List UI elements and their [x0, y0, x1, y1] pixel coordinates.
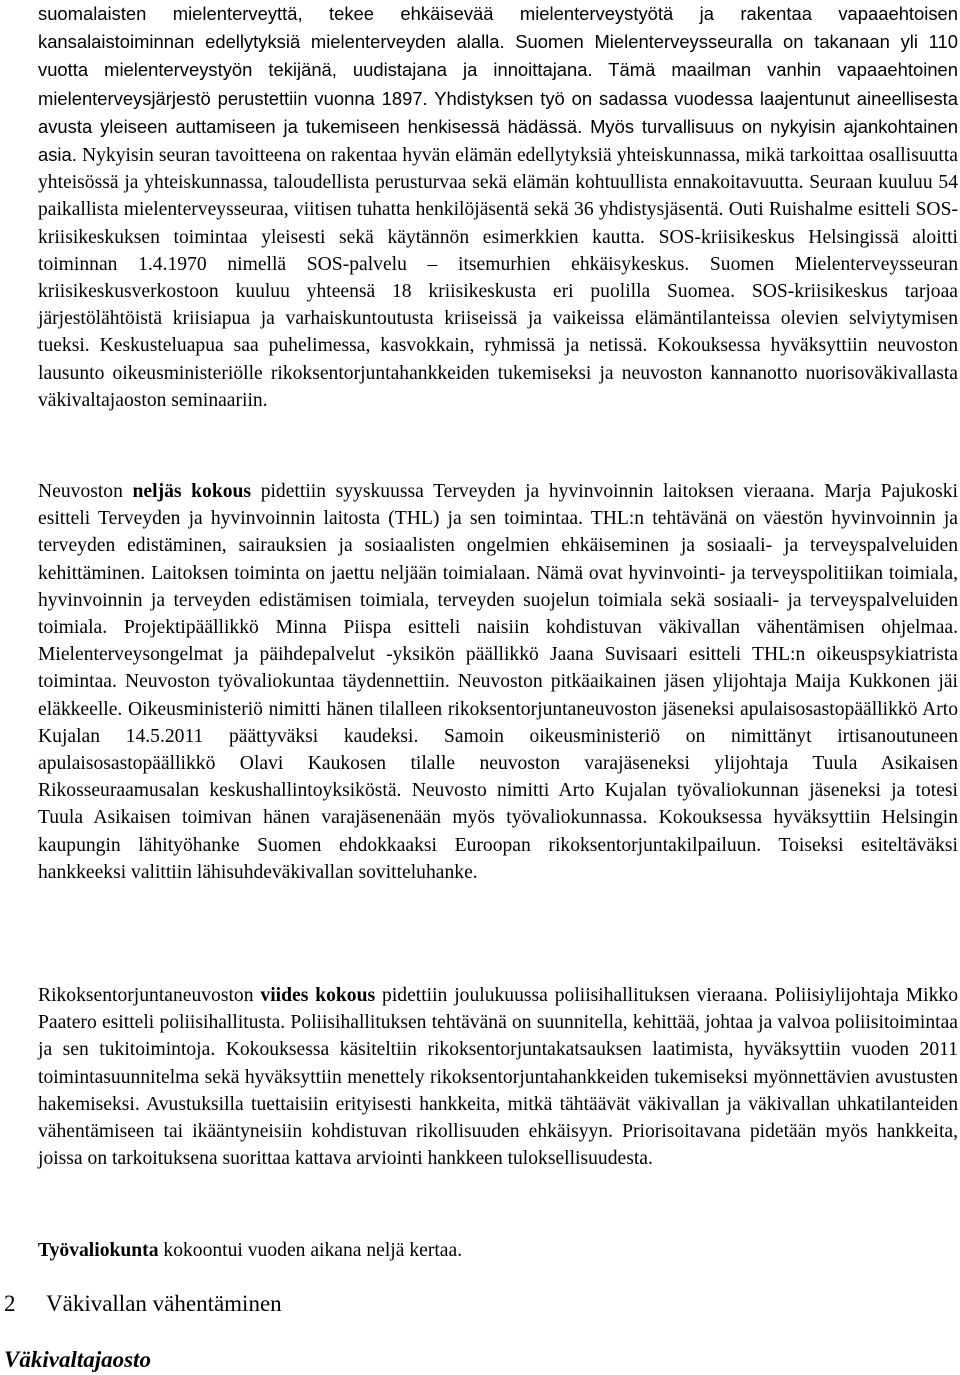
- paragraph-working-committee: [38, 1237, 958, 1264]
- paragraph-bold-term: neljäs kokous: [132, 481, 252, 502]
- paragraph-bold-term: Työvaliokunta: [38, 1240, 159, 1261]
- paragraph-bold-term: viides kokous: [260, 985, 376, 1006]
- paragraph-body: pidettiin syyskuussa Terveyden ja hyvinvoinnin laitoksen vieraana. Marja Pajukoski esitteli Terveyden ja hyvinvoinnin laitosta (THL) ja sen toimintaa. THL:n tehtävänä on väestön hyvinvoinnin ja terveyden edistäminen, sairauksien ja sosiaalisten ongelmien ehkäiseminen ja sosiaali- ja terveyspalveluiden kehittäminen. Laitoksen toiminta on jaettu neljään toimialaan. Nämä ovat hyvinvointi- ja terveyspolitiikan toimiala, hyvinvoinnin ja terveyden edistämisen toimiala, terveyden suojelun toimiala sekä sosiaali- ja terveyspalveluiden toimiala. Projektipäällikkö Minna Piispa esitteli naisiin kohdistuvan väkivallan vähentämisen ohjelmaa. Mielenterveysongelmat ja päihdepalvelut -yksikön päällikkö Jaana Suvisaari esitteli THL:n oikeuspsykiatrista toimintaa. Neuvoston työvaliokuntaa täydennettiin. Neuvoston pitkäaikainen jäsen ylijohtaja Maija Kukkonen jäi eläkkeelle. Oikeusministeriö nimitti hänen tilalleen rikoksentorjuntaneuvoston jäseneksi apulaisosastopäällikkö Arto Kujalan 14.5.2011 päättyväksi kaudeksi. Samoin oikeusministeriö on nimittänyt irtisanoutuneen apulaisosastopäällikkö Olavi Kaukosen tilalle neuvoston varajäseneksi ylijohtaja Tuula Asikaisen Rikosseuraamusalan keskushallintoyksiköstä. Neuvosto nimitti Arto Kujalan työvaliokunnan jäseneksi ja totesi Tuula Asikaisen toimivan hänen varajäsenenään myös työvaliokunnassa. Kokouksessa hyväksyttiin Helsingin kaupungin lähityöhanke Suomen ehdokkaaksi Euroopan rikoksentorjuntakilpailuun. Toiseksi esiteltäväksi hankkeeksi valittiin lähisuhdeväkivallan sovitteluhanke.: [38, 481, 958, 883]
- paragraph-fourth-meeting: [38, 478, 958, 886]
- paragraph-body: pidettiin joulukuussa poliisihallituksen vieraana. Poliisiylijohtaja Mikko Paatero esitteli poliisihallitusta. Poliisihallituksen tehtävänä on suunnitella, kehittää, johtaa ja valvoa poliisitoimintaa ja sen tukitoimintoja. Kokouksessa käsiteltiin rikoksentorjuntakatsauksen laatimista, hyväksyttiin vuoden 2011 toimintasuunnitelma sekä hyväksyttiin menettely rikoksentorjuntahankkeiden tukemiseksi myönnettävien avustusten hakemiseksi. Avustuksilla tuettaisiin erityisesti hankkeita, mitkä tähtäävät väkivallan ja väkivallan uhkatilanteiden vähentämiseen tai ikääntyneisiin kohdistuvan rikollisuuden ehkäisyyn. Priorisoitavana pidetään myös hankkeita, joissa on tarkoituksena suorittaa kattava arviointi hankkeen tuloksellisuudesta.: [38, 985, 959, 1170]
- section-heading: [4, 1289, 282, 1319]
- paragraph-fifth-meeting: [38, 982, 958, 1172]
- paragraph-serif-segment: Nykyisin seuran tavoitteena on rakentaa hyvän elämän edellytyksiä yhteiskunnassa, mikä tarkoittaa osallisuutta yhteisössä ja yhteiskunnassa, taloudellista perusturvaa sekä elämän kohtuullista ennakoitavuutta. Seuraan kuuluu 54 paikallista mielenterveysseuraa, viitisen tuhatta henkilöjäsentä sekä 36 yhdistysjäsentä. Outi Ruishalme esitteli SOS-kriisikeskuksen toimintaa yleisesti sekä käytännön esimerkkien kautta. SOS-kriisikeskus Helsingissä aloitti toiminnan 1.4.1970 nimellä SOS-palvelu – itsemurhien ehkäisykeskus. Suomen Mielenterveysseuran kriisikeskusverkostoon kuuluu yhteensä 18 kriisikeskusta eri puolilla Suomea. SOS-kriisikeskus tarjoaa järjestölähtöistä kriisiapua ja varhaiskuntoutusta kriiseissä ja vaikeissa elämäntilanteissa olevien selviytymisen tueksi. Keskusteluapua saa puhelimessa, kasvokkain, ryhmissä ja netissä. Kokouksessa hyväksyttiin neuvoston lausunto oikeusministeriölle rikoksentorjuntahankkeiden tukemiseksi ja neuvoston kannanotto nuorisoväkivallasta väkivaltajaoston seminaariin.: [38, 145, 958, 411]
- paragraph-lead: Neuvoston: [38, 481, 133, 502]
- paragraph-mental-health-society: [38, 0, 958, 414]
- paragraph-sans-segment: suomalaisten mielenterveyttä, tekee ehkäisevää mielenterveystyötä ja rakentaa vapaaehtoisen kansalaistoiminnan edellytyksiä mielenterveyden alalla. Suomen Mielenterveysseuralla on takanaan yli 110 vuotta mielenterveystyön tekijänä, uudistajana ja innoittajana. Tämä maailman vanhin vapaaehtoinen mielenterveysjärjestö perustettiin vuonna 1897. Yhdistyksen työ on sadassa vuodessa laajentunut aineellisesta avusta yleiseen auttamiseen ja tukemiseen henkisessä hädässä. Myös turvallisuus on nykyisin ajankohtainen asia.: [38, 3, 958, 166]
- subsection-heading: Väkivaltajaosto: [4, 1347, 151, 1372]
- section-title: Väkivallan vähentäminen: [46, 1291, 282, 1316]
- paragraph-body: kokoontui vuoden aikana neljä kertaa.: [158, 1240, 463, 1261]
- paragraph-lead: Rikoksentorjuntaneuvoston: [38, 985, 261, 1006]
- section-number: 2: [4, 1291, 16, 1316]
